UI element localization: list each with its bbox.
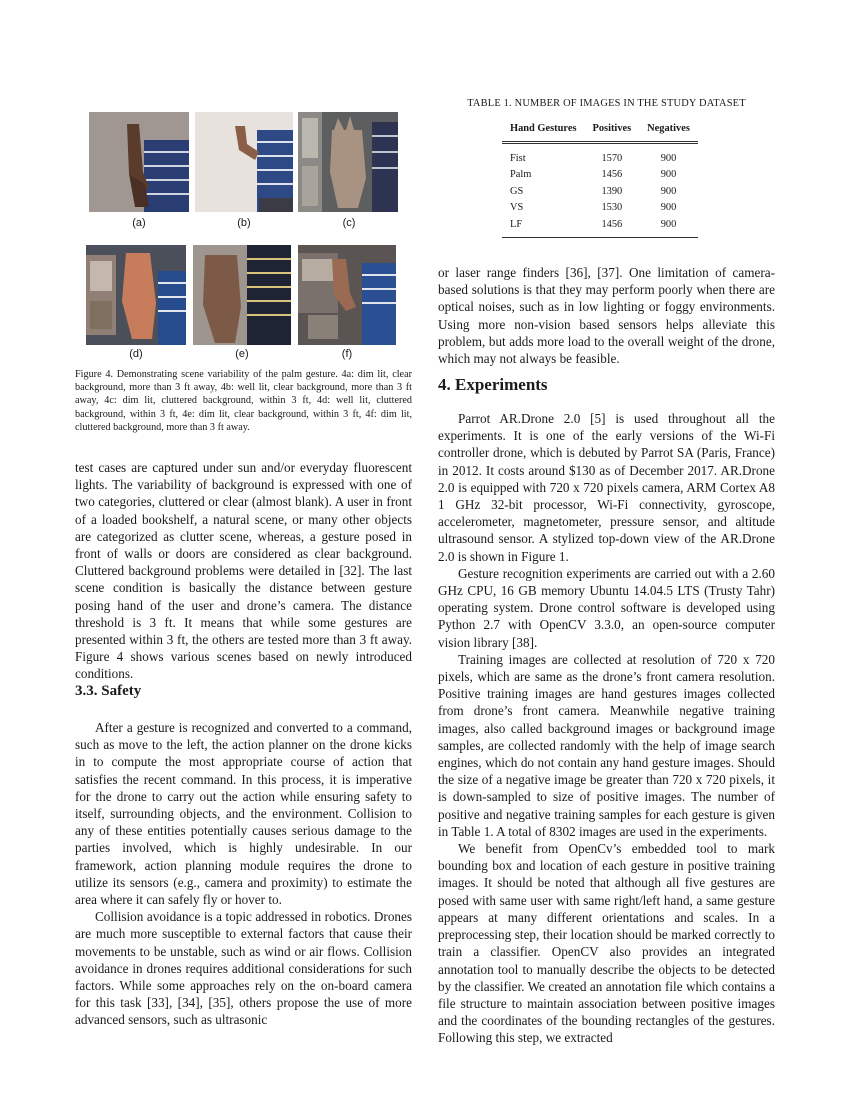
table-cell: Fist [510,152,526,164]
table-row [502,167,698,184]
figure-caption: Figure 4. Demonstrating scene variability of the palm gesture. 4a: dim lit, clear background, more than 3 ft away, 4b: well lit, clear background, more than 3 ft away, 4c: dim lit, cluttered background, within 3 ft, 4d: well lit, cluttered background, within 3 ft, 4e: dim lit, clear background, within 3 ft, 4f: dim lit, cluttered background, more than 3 ft away. [75,369,412,433]
sublabel-c: (c) [342,217,356,229]
paragraph-sensors: or laser range finders [36], [37]. One limitation of camera-based solutions is that they may perform poorly when there are optical noises, such as in low lighting or foggy environments. Using more non-vision based sensors helps alleviate this problem, but adds more load to the overall weight of the drone, which may not always be feasible. [438,265,775,367]
paragraph-safety: After a gesture is recognized and converted to a command, such as move to the left, the action planner on the drone kicks in to compute the most appropriate course of action that satisfies the recent command. In this process, it is imperative for the drone to carry out the action while ensuring safety to itself, surrounding objects, and the environment. Collision to any of these entities potentially causes serious damage to the parties involved, which is highly undesirable. In our framework, action planning module requires the drone to utilize its sensors (e.g., camera and proximity) to estimate the area where it can safely fly or hover to. [75,720,412,908]
paragraph-collision: Collision avoidance is a topic addressed in robotics. Drones are much more susceptible to external factors that cause their movements to be unstable, such as wind or air flows. Collision avoidance in drones requires additional considerations for such factors. While some approaches rely on the on-board camera for this task [33], [34], [35], others propose the use of more advanced sensors, such as ultrasonic [75,909,412,1028]
right-column-upper [438,264,775,367]
palm-gesture-image [195,112,293,212]
table-header: Positives [592,123,632,134]
paragraph-training: Training images are collected at resolution of 720 x 720 pixels, which are same as the drone’s front camera resolution. Positive training images are hand gestures images collected from drone’s front camera. Meanwhile negative training images, also called background images or background image samples, are collected randomly with the help of image search engines, which do not contain any hand gesture images. Should the size of a negative image be greater than 720 x 720 pixels, it is down-sampled to size of positive images. The number of positive and negative training samples for each gesture is given in Table 1. A total of 8302 images are used in the experiments. [438,651,775,839]
table-cell: 900 [660,152,677,164]
paragraph-hardware: Gesture recognition experiments are carried out with a 2.60 GHz CPU, 16 GB memory Ubuntu 14.04.5 LTS (Trusty Tahr) operating system. Drone control software is developed using Python 2.7 with OpenCV 3.3.0, an open-source computer vision library [38]. [438,565,775,650]
photo-d [86,245,186,345]
paragraph-scene-conditions: test cases are captured under sun and/or everyday fluorescent lights. The variability of background is expressed with one of two categories, cluttered or clear (almost blank). A user in front of a loaded bookshelf, a natural scene, or many other objects are categorized as clutter scene, whereas, a gesture posed in front of walls or doors are considered as clear background. Cluttered background problems were detailed in [32]. The last scene condition is basically the distance between gesture posing hand of the user and drone’s camera. The distance threshold is 3 ft. It means that while some gestures are presented within 3 ft, the others are tested more than 3 ft away. Figure 4 shows various scenes based on newly introduced conditions. [75,460,412,682]
table-cell: GS [510,185,524,197]
left-column-lower [75,719,412,1029]
table-header-row [502,121,698,143]
paragraph-annotation: We benefit from OpenCv’s embedded tool to mark bounding box and location of each gesture in positive training images. It should be noted that although all five gestures are posed with same user with same right/left hand, a same gesture appears at many different orientations and scales. In a preprocessing step, their location should be marked correctly to train a classifier. OpenCV also provides an integrated annotation tool to manually describe the objects to be detected by the classifier. We created an annotation file which contains a file structure to maintain association between positive images and the coordinates of the bounding rectangles of the gestures. Following this step, we extracted [438,841,775,1046]
photo-c [298,112,398,212]
sublabel-b: (b) [237,217,251,229]
table-header: Negatives [647,123,690,134]
table-cell: 900 [660,185,677,197]
section-heading-safety: 3.3. Safety [75,683,142,699]
palm-gesture-image [298,245,396,345]
sublabel-f: (f) [341,348,353,360]
table-cell: 1456 [601,218,623,230]
palm-gesture-image [89,112,189,212]
sublabel-a: (a) [132,217,146,229]
table-cell: 1570 [601,152,623,164]
photo-f [298,245,396,345]
table-cell: LF [510,218,523,230]
table-cell: VS [510,202,524,214]
photo-b [195,112,293,212]
photo-e [193,245,291,345]
sublabel-e: (e) [235,348,249,360]
table-cell: 1456 [601,169,623,181]
table-cell: 1390 [601,185,623,197]
table-cell: Palm [510,169,532,181]
section-heading-experiments: 4. Experiments [438,375,548,394]
table-row [502,200,698,217]
table-cell: 900 [660,169,677,181]
dataset-table [502,121,698,238]
right-column-lower [438,410,775,1047]
photo-a [89,112,189,212]
left-column-upper [75,459,412,683]
palm-gesture-image [86,245,186,345]
palm-gesture-image [193,245,291,345]
table-header: Hand Gestures [510,123,577,134]
table-row [502,216,698,237]
paragraph-drone: Parrot AR.Drone 2.0 [5] is used throughout all the experiments. It is one of the early versions of the Wi-Fi controller drone, which is debuted by Parrot SA (Paris, France) in 2012. It costs around $130 as of December 2017. AR.Drone 2.0 is equipped with 720 x 720 pixels camera, ARM Cortex A8 1 GHz 32-bit processor, Wi-Fi connectivity, gyroscope, accelerometer, magnetometer, pressure sensor, and altitude ultrasound sensor. A stylized top-down view of the AR.Drone 2.0 is shown in Figure 1. [438,411,775,564]
table-title: TABLE 1. NUMBER OF IMAGES IN THE STUDY DATASET [467,98,746,109]
sublabel-d: (d) [129,348,143,360]
table-cell: 900 [660,218,677,230]
table-cell: 900 [660,202,677,214]
palm-gesture-image [298,112,398,212]
table-row [502,183,698,200]
table-cell: 1530 [601,202,623,214]
table-row [502,143,698,167]
